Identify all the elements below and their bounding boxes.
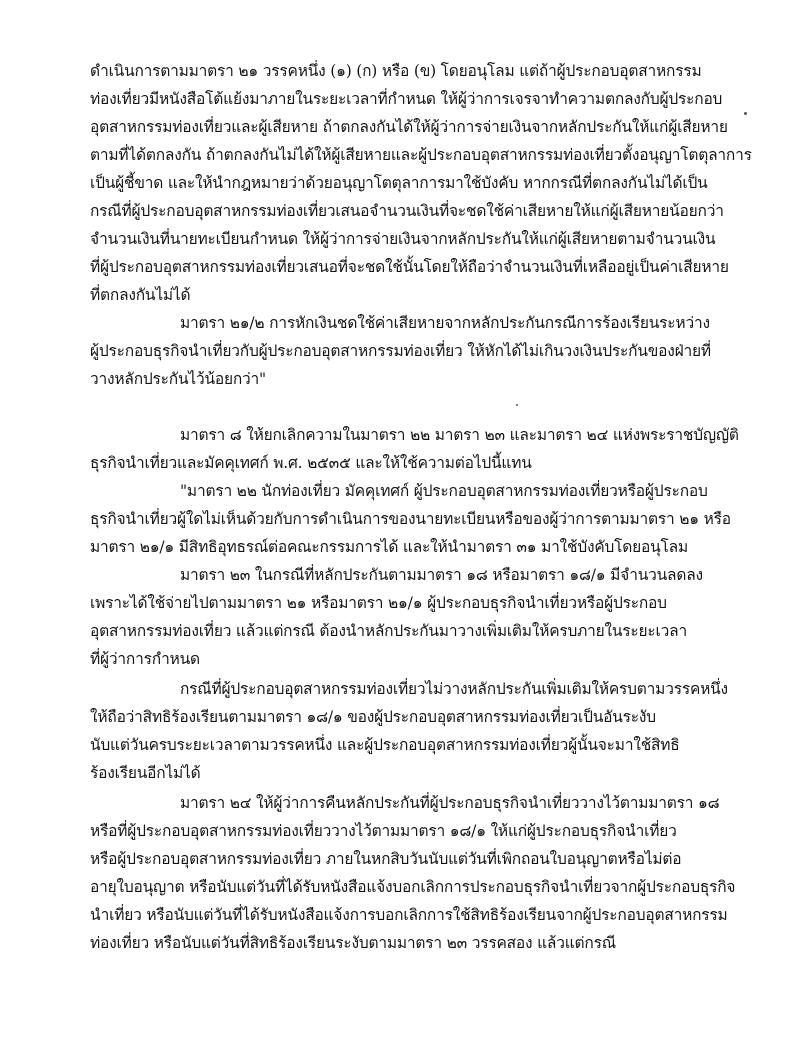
section-8-heading-line: มาตรา ๘ ให้ยกเลิกความในมาตรา ๒๒ มาตรา ๒๓ และมาตรา ๒๔ แห่งพระราชบัญญัติ [180, 426, 739, 444]
text-line-20: อุตสาหกรรมท่องเที่ยว แล้วแต่กรณี ต้องนำหลักประกันมาวางเพิ่มเติมให้ครบภายในระยะเวลา [90, 622, 687, 640]
section-23-heading-line: มาตรา ๒๓ ในกรณีที่หลักประกันตามมาตรา ๑๘ หรือมาตรา ๑๘/๑ มีจำนวนลดลง [180, 566, 703, 584]
section-21-2-heading-line: มาตรา ๒๑/๒ การหักเงินชดใช้ค่าเสียหายจากหลักประกันกรณีการร้องเรียนระหว่าง [180, 314, 710, 332]
text-line-11: ผู้ประกอบธุรกิจนำเที่ยวกับผู้ประกอบอุตสาหกรรมท่องเที่ยว ให้หักได้ไม่เกินวงเงินประกันของฝ่ายที่ [90, 342, 711, 360]
text-line-16: ธุรกิจนำเที่ยวผู้ใดไม่เห็นด้วยกับการดำเนินการของนายทะเบียนหรือของผู้ว่าการตามมาตรา ๒๑ หรือ [90, 510, 731, 528]
text-line-02: ท่องเที่ยวมีหนังสือโต้แย้งมาภายในระยะเวลาที่กำหนด ให้ผู้ว่าการเจรจาทำความตกลงกับผู้ประกอบ [90, 90, 723, 108]
text-line-06: กรณีที่ผู้ประกอบอุตสาหกรรมท่องเที่ยวเสนอจำนวนเงินที่จะชดใช้ค่าเสียหายให้แก่ผู้เสียหายน้อยกว่า [90, 202, 724, 220]
text-line-21: ที่ผู้ว่าการกำหนด [90, 650, 200, 668]
text-line-25: ร้องเรียนอีกไม่ได้ [90, 764, 201, 782]
text-line-31: ท่องเที่ยว หรือนับแต่วันที่สิทธิร้องเรียนระงับตามมาตรา ๒๓ วรรคสอง แล้วแต่กรณี [90, 934, 616, 952]
text-line-04: ตามที่ได้ตกลงกัน ถ้าตกลงกันไม่ได้ให้ผู้เสียหายและผู้ประกอบอุตสาหกรรมท่องเที่ยวตั้งอนุญาโตตุลาการ [90, 146, 752, 164]
text-line-14: ธุรกิจนำเที่ยวและมัคคุเทศก์ พ.ศ. ๒๕๓๕ และให้ใช้ความต่อไปนี้แทน [90, 454, 532, 472]
text-line-09: ที่ตกลงกันไม่ได้ [90, 286, 191, 304]
text-line-29: อายุใบอนุญาต หรือนับแต่วันที่ได้รับหนังสือแจ้งบอกเลิกการประกอบธุรกิจนำเที่ยวจากผู้ประกอบธุรกิจ [90, 878, 736, 896]
section-23-paragraph-2-line: กรณีที่ผู้ประกอบอุตสาหกรรมท่องเที่ยวไม่วางหลักประกันเพิ่มเติมให้ครบตามวรรคหนึ่ง [180, 680, 728, 698]
text-line-12: วางหลักประกันไว้น้อยกว่า" [90, 370, 266, 388]
text-line-01: ดำเนินการตามมาตรา ๒๑ วรรคหนึ่ง (๑) (ก) หรือ (ข) โดยอนุโลม แต่ถ้าผู้ประกอบอุตสาหกรรม [90, 62, 702, 80]
text-line-17: มาตรา ๒๑/๑ มีสิทธิอุทธรณ์ต่อคณะกรรมการได้ และให้นำมาตรา ๓๑ มาใช้บังคับโดยอนุโลม [90, 538, 688, 556]
text-line-05: เป็นผู้ชี้ขาด และให้นำกฎหมายว่าด้วยอนุญาโตตุลาการมาใช้บังคับ หากกรณีที่ตกลงกันไม่ได้เป็น [90, 174, 708, 192]
text-line-24: นับแต่วันครบระยะเวลาตามวรรคหนึ่ง และผู้ประกอบอุตสาหกรรมท่องเที่ยวผู้นั้นจะมาใช้สิทธิ [90, 736, 680, 754]
text-line-07: จำนวนเงินที่นายทะเบียนกำหนด ให้ผู้ว่าการจ่ายเงินจากหลักประกันให้แก่ผู้เสียหายตามจำนวนเงิน [90, 230, 716, 248]
text-line-03: อุตสาหกรรมท่องเที่ยวและผู้เสียหาย ถ้าตกลงกันได้ให้ผู้ว่าการจ่ายเงินจากหลักประกันให้แก่ผู้เสียหาย [90, 118, 728, 136]
text-line-27: หรือที่ผู้ประกอบอุตสาหกรรมท่องเที่ยววางไว้ตามมาตรา ๑๘/๑ ให้แก่ผู้ประกอบธุรกิจนำเที่ยว [90, 822, 677, 840]
scan-speck [516, 404, 518, 406]
section-22-heading-line: "มาตรา ๒๒ นักท่องเที่ยว มัคคุเทศก์ ผู้ประกอบอุตสาหกรรมท่องเที่ยวหรือผู้ประกอบ [180, 482, 708, 500]
section-24-heading-line: มาตรา ๒๔ ให้ผู้ว่าการคืนหลักประกันที่ผู้ประกอบธุรกิจนำเที่ยววางไว้ตามมาตรา ๑๘ [180, 794, 720, 812]
text-line-23: ให้ถือว่าสิทธิร้องเรียนตามมาตรา ๑๘/๑ ของผู้ประกอบอุตสาหกรรมท่องเที่ยวเป็นอันระงับ [90, 708, 656, 726]
scan-speck [744, 112, 747, 115]
text-line-08: ที่ผู้ประกอบอุตสาหกรรมท่องเที่ยวเสนอที่จะชดใช้นั้นโดยให้ถือว่าจำนวนเงินที่เหลืออยู่เป็นค่าเสียหาย [90, 258, 729, 276]
text-line-28: หรือผู้ประกอบอุตสาหกรรมท่องเที่ยว ภายในหกสิบวันนับแต่วันที่เพิกถอนใบอนุญาตหรือไม่ต่อ [90, 850, 682, 868]
text-line-30: นำเที่ยว หรือนับแต่วันที่ได้รับหนังสือแจ้งการบอกเลิกการใช้สิทธิร้องเรียนจากผู้ประกอบอุตสาหกรรม [90, 906, 728, 924]
text-line-19: เพราะได้ใช้จ่ายไปตามมาตรา ๒๑ หรือมาตรา ๒๑/๑ ผู้ประกอบธุรกิจนำเที่ยวหรือผู้ประกอบ [90, 594, 667, 612]
